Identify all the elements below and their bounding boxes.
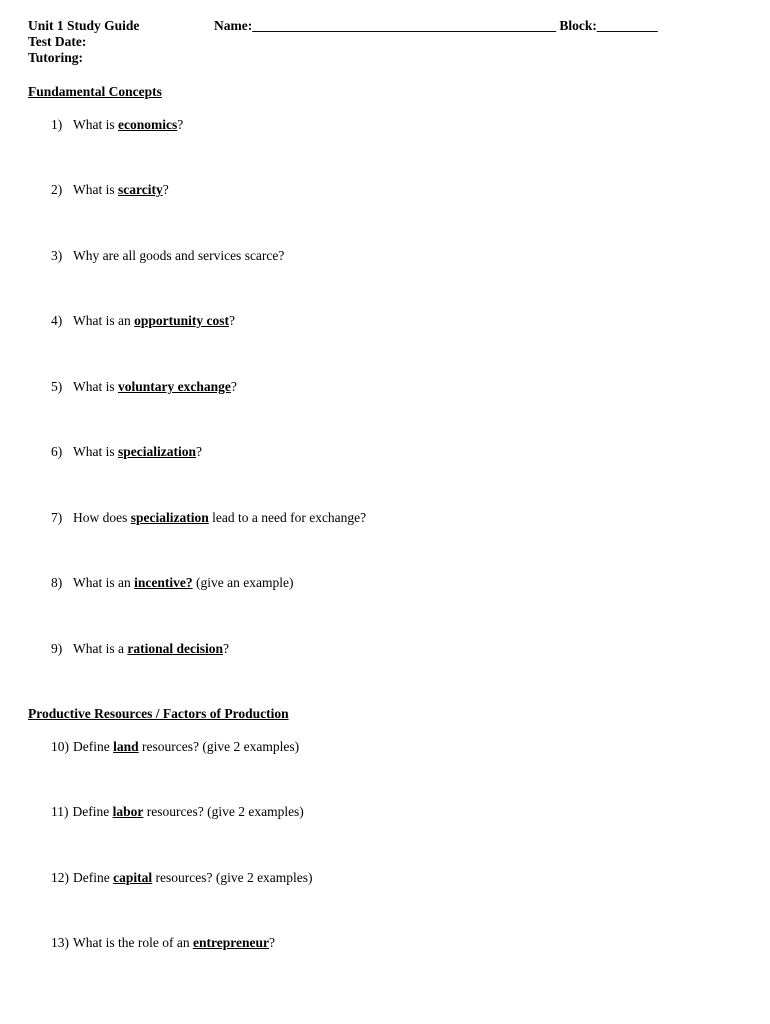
question-number: 8): [51, 575, 63, 590]
keyword: labor: [112, 804, 144, 819]
question-text-end: ?: [268, 935, 275, 950]
question-text: What is: [73, 117, 118, 132]
question-text-end: ?: [162, 182, 169, 197]
question-text-end: ?: [196, 444, 202, 459]
question-text: Define: [73, 870, 114, 885]
keyword: land: [113, 739, 139, 754]
document-title: Unit 1 Study Guide: [28, 18, 140, 33]
question-text-end: ?: [230, 379, 237, 394]
question-text: Why are all goods and services scarce?: [73, 248, 285, 263]
block-field: Block:_________: [559, 18, 658, 33]
question-8: [51, 575, 293, 591]
question-text: What is the role of an: [73, 935, 193, 950]
question-text: What is: [73, 182, 118, 197]
keyword: capital: [113, 870, 153, 885]
question-number: 12): [51, 870, 69, 885]
question-text-end: resources? (give 2 examples): [138, 739, 300, 754]
question-text: Define: [73, 739, 114, 754]
question-text-end: resources? (give 2 examples): [143, 804, 304, 819]
keyword: opportunity cost: [134, 313, 229, 328]
name-field: Name:_____________________________________________: [214, 18, 556, 33]
question-7: [51, 510, 366, 526]
keyword: voluntary exchange: [118, 379, 231, 394]
keyword: rational decision: [127, 641, 223, 656]
question-number: 4): [51, 313, 63, 328]
name-block-fields: [214, 18, 658, 34]
section-heading-productive-resources: Productive Resources / Factors of Production: [28, 706, 289, 721]
question-text-end: (give an example): [192, 575, 294, 590]
header-row-title: [28, 18, 748, 34]
document-header: [28, 18, 748, 66]
question-number: 9): [51, 641, 63, 656]
question-text: What is an: [73, 313, 135, 328]
question-text-end: ?: [223, 641, 229, 656]
question-9: [51, 641, 229, 657]
question-text: What is a: [73, 641, 128, 656]
question-number: 6): [51, 444, 63, 459]
tutoring-label: Tutoring:: [28, 50, 84, 65]
question-6: [51, 444, 202, 460]
question-2: [51, 182, 169, 198]
question-text-end: resources? (give 2 examples): [152, 870, 313, 885]
question-3: [51, 248, 284, 264]
question-number: 13): [51, 935, 69, 950]
question-10: [51, 739, 299, 755]
question-1: [51, 117, 183, 133]
question-text: How does: [73, 510, 131, 525]
question-text-end: ?: [229, 313, 235, 328]
question-text-end: lead to a need for exchange?: [208, 510, 367, 525]
question-number: 11): [51, 804, 69, 819]
question-13: [51, 935, 275, 951]
keyword: scarcity: [118, 182, 163, 197]
keyword: entrepreneur: [192, 935, 269, 950]
question-number: 2): [51, 182, 63, 197]
question-text: Define: [72, 804, 113, 819]
test-date-label: Test Date:: [28, 34, 87, 49]
question-12: [51, 870, 313, 886]
section-heading-fundamental-concepts: Fundamental Concepts: [28, 84, 162, 99]
question-number: 3): [51, 248, 63, 263]
question-text-end: ?: [177, 117, 184, 132]
question-text: What is: [73, 444, 118, 459]
question-4: [51, 313, 235, 329]
question-number: 7): [51, 510, 63, 525]
question-text: What is: [73, 379, 118, 394]
keyword: specialization: [118, 444, 196, 459]
question-number: 1): [51, 117, 63, 132]
question-11: [51, 804, 304, 820]
keyword: incentive?: [134, 575, 193, 590]
question-text: What is an: [73, 575, 135, 590]
question-5: [51, 379, 237, 395]
question-number: 10): [51, 739, 69, 754]
keyword: economics: [118, 117, 178, 132]
keyword: specialization: [130, 510, 209, 525]
question-number: 5): [51, 379, 63, 394]
